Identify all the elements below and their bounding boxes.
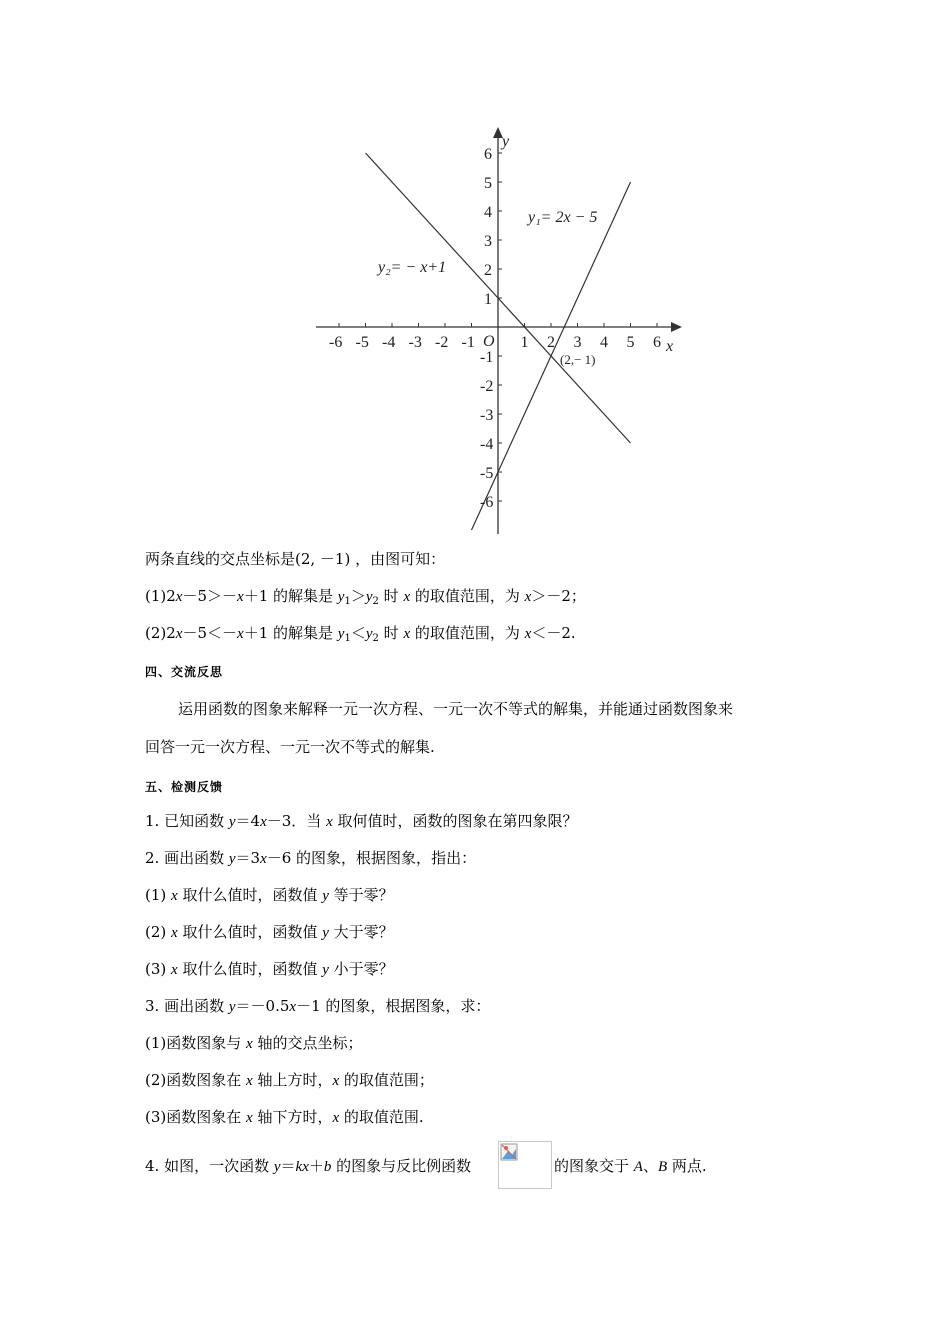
y-tick-label: -3 [480, 407, 494, 424]
question-2-part-3: (3) x 取什么值时，函数值 y 小于零？ [145, 960, 394, 978]
intersection-statement: 两条直线的交点坐标是(2, －1) ，由图可知： [145, 550, 446, 568]
question-3: 3. 画出函数 y＝－0.5x－1 的图象，根据图象，求： [145, 997, 491, 1015]
x-tick-label: 1 [520, 334, 529, 351]
question-2: 2. 画出函数 y＝3x－6 的图象，根据图象，指出： [145, 849, 477, 867]
x-tick-label: 2 [547, 334, 555, 351]
reflection-paragraph-line-1: 运用函数的图象来解释一元一次方程、一元一次不等式的解集，并能通过函数图象来 [178, 700, 734, 718]
x-tick-label: 3 [573, 334, 582, 351]
x-tick-label: -1 [461, 334, 475, 351]
line2-label: y₂= − x+1 [378, 259, 447, 276]
x-tick-label: 5 [626, 334, 635, 351]
x-tick-label: 4 [600, 334, 608, 351]
y-tick-label: 6 [484, 146, 492, 163]
question-4-continuation: 的图象交于 A、B 两点. [554, 1157, 707, 1175]
broken-image-placeholder [498, 1141, 552, 1189]
y-tick-label: -6 [480, 494, 494, 511]
y-tick-label: -4 [480, 436, 494, 453]
line1-label: y₁= 2x − 5 [528, 209, 598, 226]
y-tick-label: 3 [484, 233, 492, 250]
x-tick-label: -3 [408, 334, 422, 351]
y-tick-label: -2 [480, 378, 494, 395]
y-tick-label: 4 [484, 204, 492, 221]
y-tick-label: 1 [484, 291, 492, 308]
solution-line-2: (2)2x－5＜－x＋1 的解集是 $y_1<y_2$ 时 x 的取值范围，为 x＜－2. [145, 624, 576, 644]
question-3-part-2: (2)函数图象在 x 轴上方时，x 的取值范围； [145, 1071, 434, 1089]
intersection-label: (2,− 1) [560, 352, 596, 367]
broken-image-icon [500, 1143, 518, 1161]
x-tick-label: -5 [355, 334, 369, 351]
x-tick-label: 6 [653, 334, 661, 351]
x-tick-label: -4 [382, 334, 396, 351]
question-3-part-1: (1)函数图象与 x 轴的交点坐标； [145, 1034, 363, 1052]
reflection-paragraph-line-2: 回答一元一次方程、一元一次不等式的解集. [145, 738, 435, 756]
y-axis-label: y [502, 133, 510, 150]
origin-label: O [483, 333, 495, 350]
x-tick-label: -6 [329, 334, 343, 351]
section-heading-feedback: 五、检测反馈 [145, 780, 224, 794]
y-tick-label: 5 [484, 175, 492, 192]
question-3-part-3: (3)函数图象在 x 轴下方时，x 的取值范围. [145, 1108, 424, 1126]
question-4: 4. 如图，一次函数 y＝kx＋b 的图象与反比例函数 [145, 1157, 472, 1175]
y-tick-label: -1 [480, 349, 494, 366]
section-heading-reflection: 四、交流反思 [145, 665, 224, 679]
question-2-part-1: (1) x 取什么值时，函数值 y 等于零？ [145, 886, 394, 904]
y-tick-label: -5 [480, 465, 494, 482]
solution-line-1: (1)2x－5＞－x＋1 的解集是 $y_1>y_2$ 时 x 的取值范围，为 x＞－2； [145, 587, 586, 607]
x-tick-label: -2 [435, 334, 449, 351]
question-2-part-2: (2) x 取什么值时，函数值 y 大于零？ [145, 923, 394, 941]
y-tick-label: 2 [484, 262, 492, 279]
x-axis-label: x [666, 338, 674, 355]
question-1: 1. 已知函数 y＝4x－3．当 x 取何值时，函数的图象在第四象限？ [145, 812, 578, 830]
linear-functions-graph [314, 126, 684, 536]
